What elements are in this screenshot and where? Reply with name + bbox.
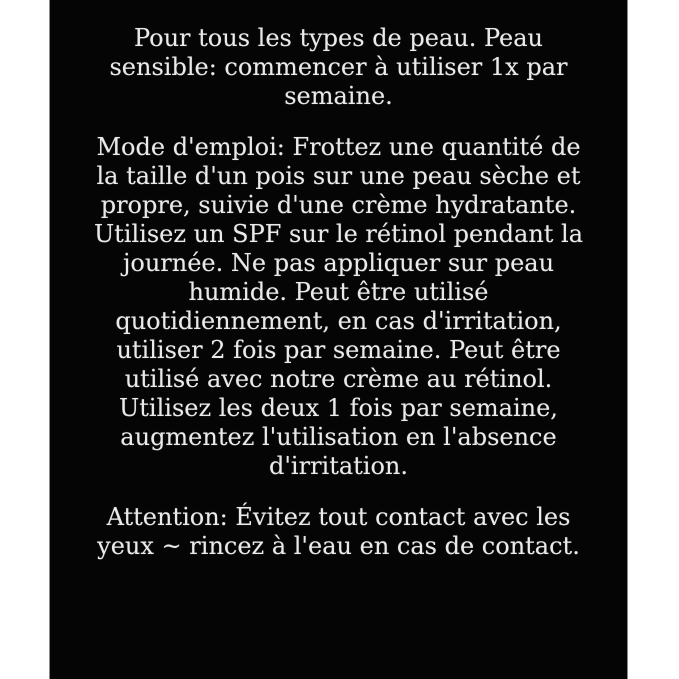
label-panel bbox=[49, 0, 628, 679]
directions-paragraph: Mode d'emploi: Frottez une quantité de la taille d'un pois sur une peau sèche et propre, suivie d'une crème hydratante. Utilisez un SPF sur le rétinol pendant la journée. Ne pas appliquer sur peau humide. Peut être utilisé quotidiennement, en cas d'irritation, utiliser 2 fois par semaine. Peut être utilisé avec notre crème au rétinol. Utilisez les deux 1 fois par semaine, augmentez l'utilisation en l'absence d'irritation. bbox=[93, 133, 584, 480]
warning-paragraph: Attention: Évitez tout contact avec les yeux ~ rincez à l'eau en cas de contact. bbox=[97, 503, 580, 560]
skin-type-paragraph: Pour tous les types de peau. Peau sensible: commencer à utiliser 1x par semaine. bbox=[109, 24, 568, 110]
label-text-block bbox=[83, 24, 595, 561]
